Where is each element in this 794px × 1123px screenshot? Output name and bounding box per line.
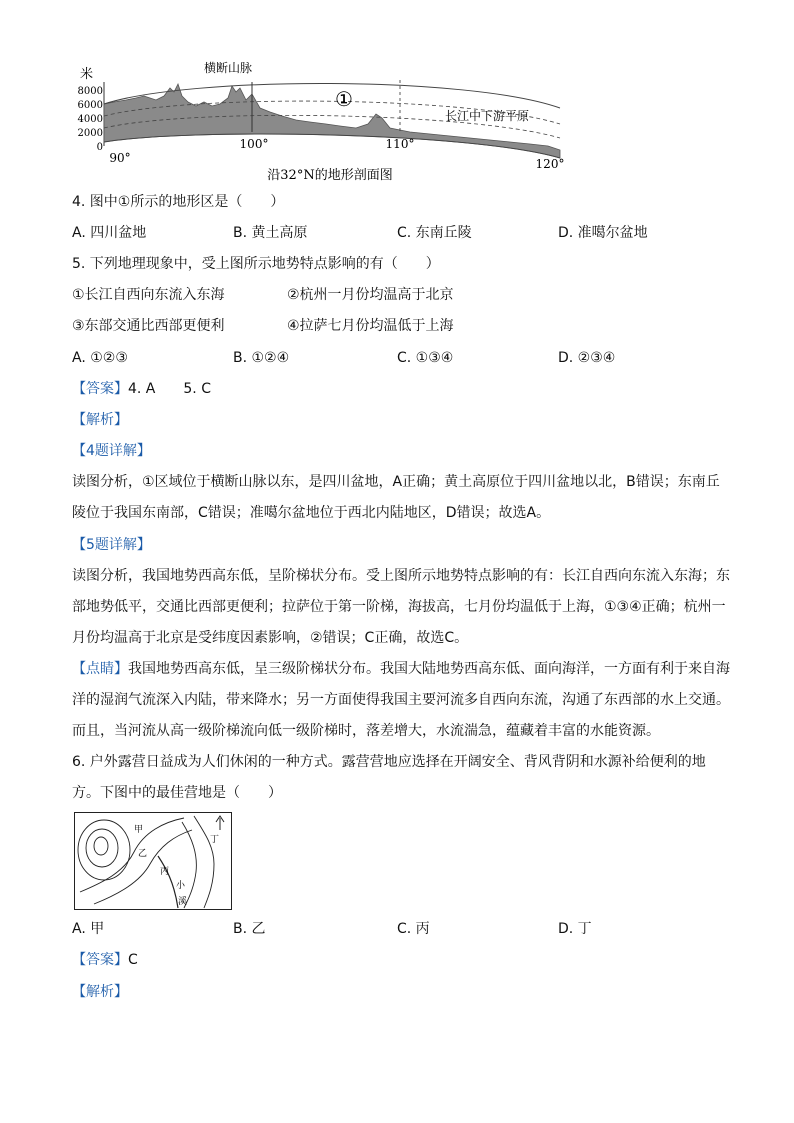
note-block: [72, 654, 732, 747]
x-tick-110: 110°: [385, 137, 415, 151]
x-tick-90: 90°: [109, 151, 131, 165]
figure-caption: 沿32°N的地形剖面图: [267, 168, 393, 183]
note-text: 我国地势西高东低，呈三级阶梯状分布。我国大陆地势西高东低、面向海洋，一方面有利于来自海洋的湿润气流深入内陆，带来降水；另一方面使得我国主要河流多自西向东流，沟通了东西部的水上交通。而且，当河流从高一级阶梯流向低一级阶梯时，落差增大，水流湍急，蕴藏着丰富的水能资源。: [72, 661, 730, 739]
note-tag: 【点睛】: [72, 661, 128, 677]
x-tick-100: 100°: [239, 137, 269, 151]
q4-option-c: C. 东南丘陵: [397, 225, 472, 241]
answer-tag-2: 【答案】: [72, 952, 128, 968]
q4-option-b: B. 黄土高原: [233, 225, 308, 241]
band-bottom-edge: [104, 134, 560, 158]
y-tick-4000: 4000: [77, 114, 103, 125]
answer-tag: 【答案】: [72, 381, 128, 397]
region-1-label: ①: [335, 87, 353, 111]
q5-item-4: ④拉萨七月份均温低于上海: [287, 318, 454, 334]
q5-option-d: D. ②③④: [558, 350, 616, 366]
analysis-tag-1: 【解析】: [72, 412, 128, 428]
answer-block-2: [72, 950, 138, 970]
detail-5-tag: 【5题详解】: [72, 537, 151, 553]
campsite-contour-map: [74, 812, 232, 910]
map-label-stream-1: 小: [176, 881, 186, 891]
q5-item-1: ①长江自西向东流入东海: [72, 287, 225, 303]
q5-option-c: C. ①③④: [397, 350, 454, 366]
terrain-profile-figure: [70, 58, 580, 184]
question-5-stem: 5. 下列地理现象中，受上图所示地势特点影响的有（ ）: [72, 256, 440, 272]
question-4-stem: 4. 图中①所示的地形区是（ ）: [72, 194, 285, 210]
q5-item-3: ③东部交通比西部更便利: [72, 318, 225, 334]
question-6-stem: 6. 户外露营日益成为人们休闲的一种方式。露营营地应选择在开阔安全、背风背阴和水源补给便利的地方。下图中的最佳营地是（ ）: [72, 754, 706, 801]
x-tick-120: 120°: [535, 157, 565, 171]
analysis-tag-2: 【解析】: [72, 984, 128, 1000]
y-tick-0: 0: [96, 142, 103, 153]
mountain-label: 横断山脉: [204, 61, 253, 75]
q5-option-b: B. ①②④: [233, 350, 290, 366]
map-label-bing: 丙: [160, 867, 170, 877]
answer-text-2: C: [128, 952, 138, 968]
q5-item-2: ②杭州一月份均温高于北京: [287, 287, 454, 303]
map-label-jia: 甲: [134, 825, 144, 835]
q6-option-d: D. 丁: [558, 921, 592, 937]
answer-block-1: [72, 379, 211, 399]
y-tick-6000: 6000: [77, 100, 103, 111]
q6-option-b: B. 乙: [233, 921, 266, 937]
detail-5-text: 读图分析，我国地势西高东低，呈阶梯状分布。受上图所示地势特点影响的有：长江自西向东流入东海；东部地势低平，交通比西部更便利；拉萨位于第一阶梯，海拔高，七月份均温低于上海，①③④正确；杭州一月份均温高于北京是受纬度因素影响，②错误；C正确，故选C。: [72, 568, 730, 646]
q4-option-d: D. 准噶尔盆地: [558, 225, 648, 241]
plain-label: 长江中下游平原: [445, 109, 530, 123]
map-label-stream-2: 溪: [178, 897, 188, 907]
y-tick-2000: 2000: [77, 128, 103, 139]
q4-option-a: A. 四川盆地: [72, 225, 147, 241]
detail-4-tag: 【4题详解】: [72, 443, 151, 459]
y-unit-label: 米: [80, 67, 94, 82]
q6-option-c: C. 丙: [397, 921, 430, 937]
q6-option-a: A. 甲: [72, 921, 105, 937]
q5-option-a: A. ①②③: [72, 350, 128, 366]
map-label-yi: 乙: [138, 849, 148, 859]
answer-text: 4. A 5. C: [128, 381, 211, 397]
detail-4-text: 读图分析，①区域位于横断山脉以东，是四川盆地，A正确；黄土高原位于四川盆地以北，B错误；东南丘陵位于我国东南部，C错误；准噶尔盆地位于西北内陆地区，D错误；故选A。: [72, 474, 720, 521]
y-tick-8000: 8000: [77, 86, 103, 97]
map-label-ding: 丁: [210, 835, 220, 845]
